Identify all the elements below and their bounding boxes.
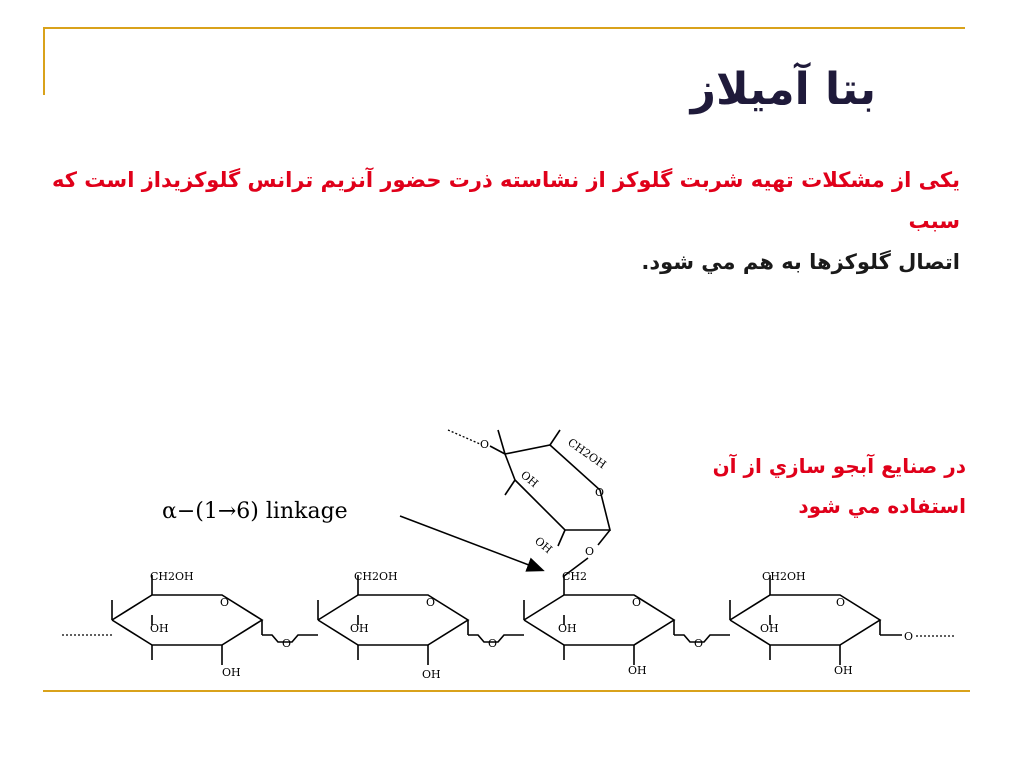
ring4-oh-b: OH xyxy=(834,664,853,677)
amylopectin-structure-diagram xyxy=(50,410,970,685)
ring1-oh-a: OH xyxy=(150,622,169,635)
ring4-o: O xyxy=(836,596,846,609)
ring1-o: O xyxy=(220,596,230,609)
glucose-ring-4 xyxy=(730,570,880,677)
side-note-line-1: در صنایع آبجو سازي از آن xyxy=(712,454,966,478)
ring3-oh-a: OH xyxy=(558,622,577,635)
slide-title: بتا آمیلاز xyxy=(690,64,876,115)
glucose-ring-1 xyxy=(112,570,262,679)
bond-3-4-o: O xyxy=(694,637,704,650)
ring1-ch2oh: CH2OH xyxy=(150,570,194,583)
chain-right-o: O xyxy=(904,630,914,643)
ring3-o: O xyxy=(632,596,642,609)
paragraph-line-2: اتصال گلوکزها به هم مي شود. xyxy=(641,250,960,274)
ring4-oh-a: OH xyxy=(760,622,779,635)
ring2-oh-b: OH xyxy=(422,668,441,681)
paragraph-line-1: یکی از مشکلات تهیه شربت گلوکز از نشاسته ذرت حضور آنزیم ترانس گلوکزیداز است که سبب xyxy=(52,168,960,233)
branch-oh-a: OH xyxy=(518,468,541,491)
linkage-arrow xyxy=(400,516,542,570)
side-note-line-2: استفاده مي شود xyxy=(798,494,966,518)
linkage-label: α−(1→6) linkage xyxy=(162,499,348,524)
branch-oh-b: OH xyxy=(532,534,555,557)
frame-left-line xyxy=(43,27,45,95)
branch-ch2oh: CH2OH xyxy=(565,435,609,472)
ring2-o: O xyxy=(426,596,436,609)
glucose-ring-2 xyxy=(318,570,468,681)
branch-o-ring: O xyxy=(595,486,605,499)
ring4-ch2oh: CH2OH xyxy=(762,570,806,583)
ring2-oh-a: OH xyxy=(350,622,369,635)
ring3-ch2: CH2 xyxy=(562,570,588,583)
bond-2-3-o: O xyxy=(488,637,498,650)
branch-o-left: O xyxy=(480,438,490,451)
glucose-ring-branch xyxy=(448,430,610,576)
ring3-oh-b: OH xyxy=(628,664,647,677)
frame-top-line xyxy=(43,27,965,29)
frame-bottom-line xyxy=(43,690,970,692)
ring2-ch2oh: CH2OH xyxy=(354,570,398,583)
branch-o-link: O xyxy=(585,545,595,558)
bond-1-2-o: O xyxy=(282,637,292,650)
ring1-oh-b: OH xyxy=(222,666,241,679)
main-paragraph xyxy=(40,160,960,283)
glucose-ring-3 xyxy=(524,570,674,677)
